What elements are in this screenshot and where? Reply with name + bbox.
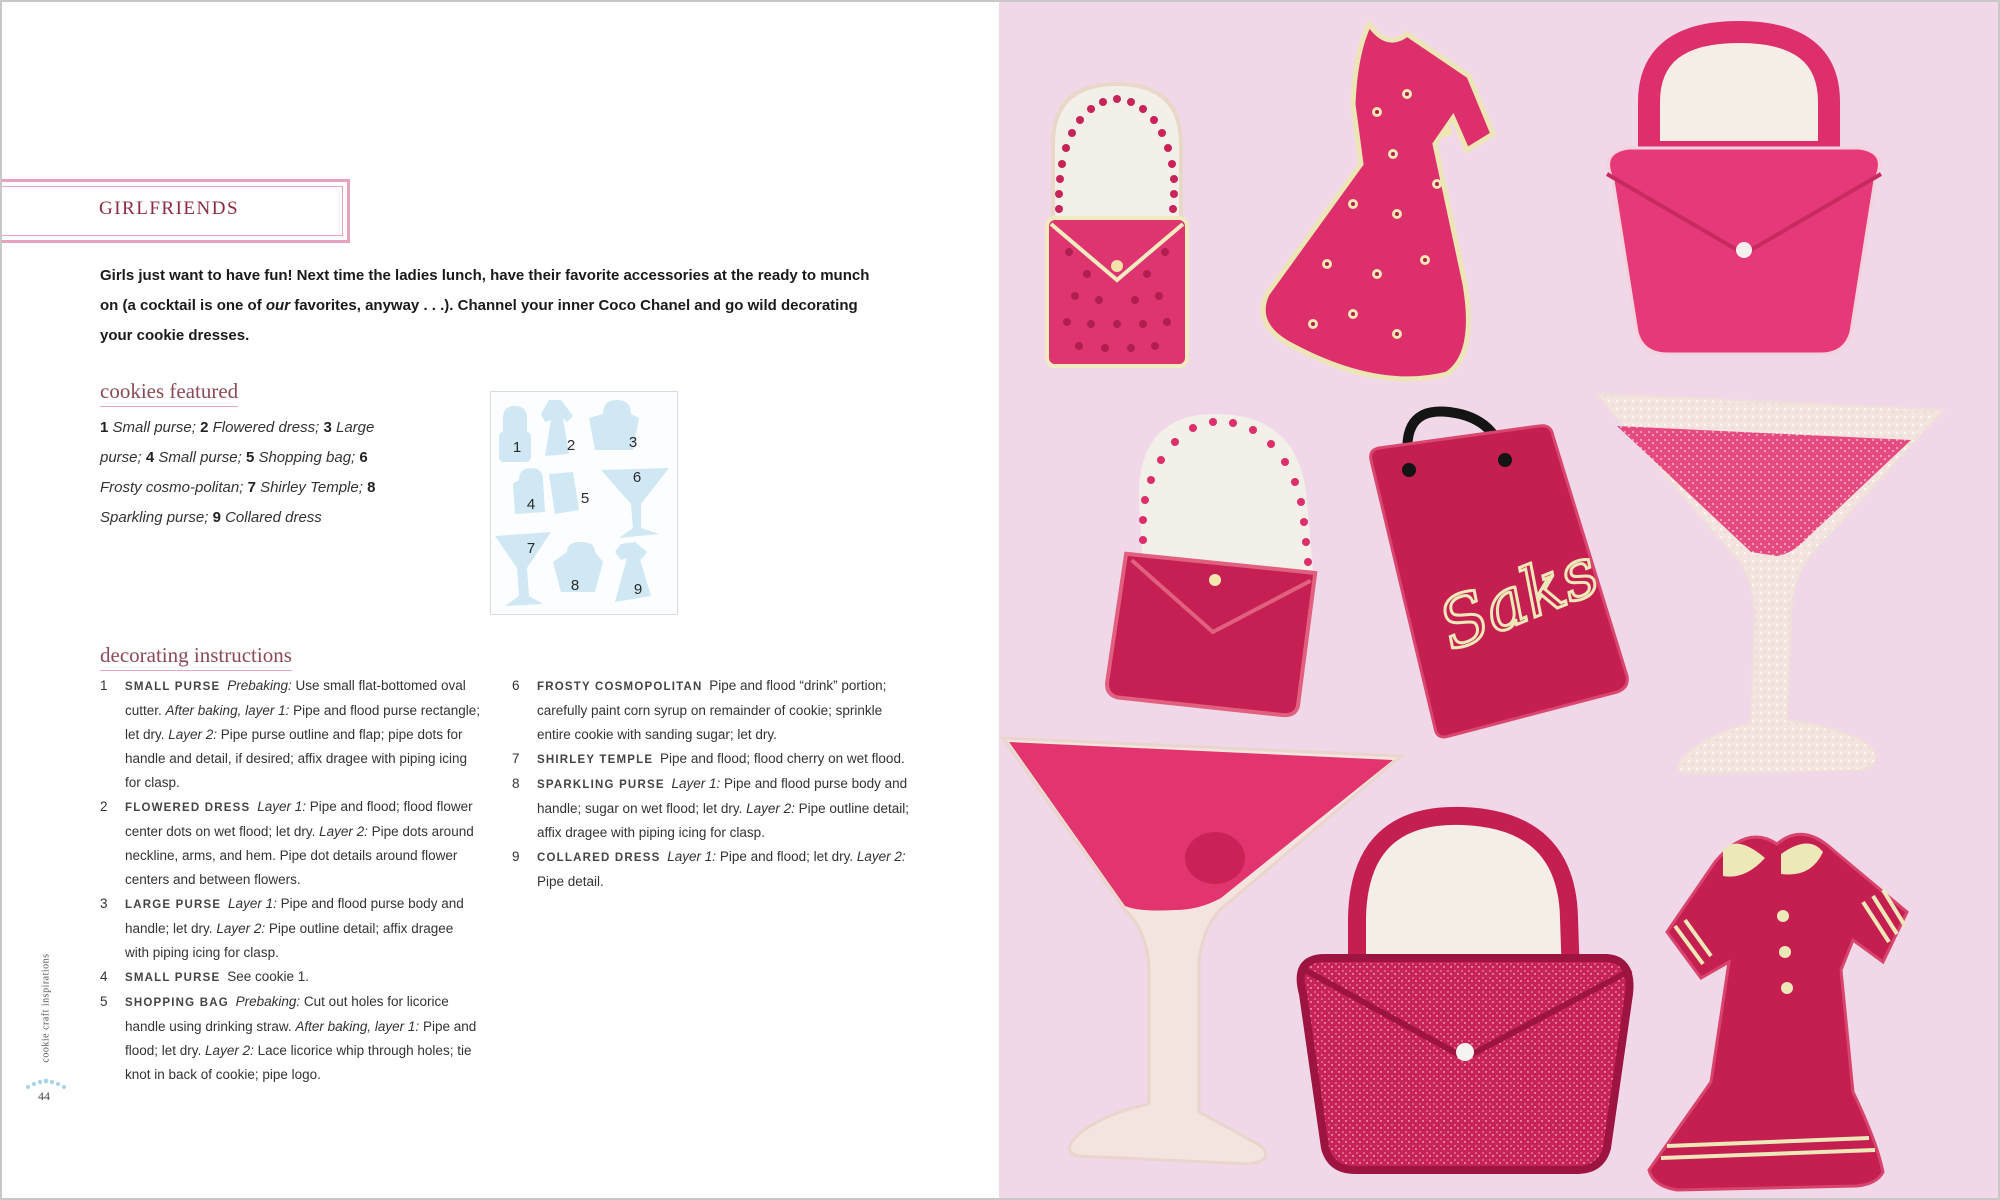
instruction-step-label: Layer 2:	[168, 727, 218, 742]
cookies-featured-heading: cookies featured	[100, 379, 238, 407]
key-shape-7	[495, 532, 551, 606]
cookie-frosty-cosmopolitan	[1597, 394, 1943, 774]
cookie-name-4: Small purse;	[158, 449, 242, 466]
instruction-label: FLOWERED DRESS	[125, 802, 251, 814]
cookie-photo	[999, 2, 1998, 1198]
cookie-name-7: Shirley Temple;	[260, 479, 363, 496]
page-number: 44	[38, 1089, 50, 1103]
instruction-step-text: Lace licorice whip through holes; tie knot in back of cookie; pipe logo.	[125, 1043, 472, 1082]
instruction-item	[512, 674, 912, 747]
intro-text-2: favorites, anyway . . .). Channel your inner Coco Chanel and go wild decorating your cookie dresses.	[100, 297, 858, 344]
cookie-number-2: 2	[200, 419, 209, 436]
instruction-step-label: Prebaking:	[235, 994, 301, 1009]
cookie-number-3: 3	[323, 419, 332, 436]
instruction-step-label: Layer 2:	[856, 849, 906, 864]
instruction-item	[512, 747, 912, 772]
instruction-label: SMALL PURSE	[125, 681, 221, 693]
instruction-step-label: Layer 2:	[205, 1043, 254, 1058]
instruction-step-text: Pipe and flood purse rectangle; let dry.	[125, 703, 480, 742]
cookie-name-5: Shopping bag;	[258, 449, 356, 466]
instruction-step-text: Pipe outline detail; affix dragee with piping icing for clasp.	[125, 921, 454, 960]
instruction-step-text: Pipe and flood; let dry.	[125, 1019, 477, 1058]
instruction-step-text: Pipe dots around neckline, arms, and hem. Pipe dot details around flower centers and between flowers.	[125, 824, 474, 887]
cookie-photo-svg	[999, 2, 1998, 1198]
cookie-key-svg	[491, 392, 677, 614]
instruction-number: 9	[512, 849, 520, 864]
instruction-number: 3	[100, 896, 108, 911]
instruction-step-label: Layer 1:	[257, 799, 306, 814]
cookie-name-3: Large purse;	[100, 419, 375, 466]
cookie-name-6: Frosty cosmo-politan;	[100, 479, 244, 496]
cookie-name-2: Flowered dress;	[212, 419, 320, 436]
instruction-step-label: Layer 1:	[671, 776, 721, 791]
key-number-9: 9	[633, 581, 643, 598]
cookie-number-4: 4	[145, 449, 155, 466]
cookie-name-9: Collared dress	[225, 509, 322, 526]
instruction-text	[125, 674, 480, 795]
instruction-step-label: Prebaking:	[227, 678, 292, 693]
instruction-step-text: Pipe and flood; let dry.	[716, 849, 857, 864]
key-number-1: 1	[512, 439, 522, 456]
instruction-label: SMALL PURSE	[125, 972, 221, 984]
cookie-flowered-dress	[1263, 24, 1493, 379]
left-page	[2, 2, 999, 1198]
instruction-number: 6	[512, 678, 520, 693]
instruction-step-label: Layer 1:	[228, 896, 277, 911]
instruction-text	[125, 892, 480, 965]
cookie-number-1: 1	[100, 419, 109, 436]
instruction-label: SHOPPING BAG	[125, 997, 229, 1009]
instruction-item	[100, 892, 480, 965]
cookie-name-8: Sparkling purse;	[100, 509, 209, 526]
instruction-label: FROSTY COSMOPOLITAN	[537, 681, 703, 693]
cookie-number-6: 6	[359, 449, 368, 466]
instruction-step-label: Layer 1:	[667, 849, 717, 864]
cookie-sparkling-purse	[1301, 816, 1631, 1170]
key-number-8: 8	[570, 577, 580, 594]
decorating-instructions-heading: decorating instructions	[100, 643, 292, 671]
instruction-label: SHIRLEY TEMPLE	[537, 754, 654, 766]
cookie-shopping-bag	[1371, 411, 1628, 737]
instruction-item	[100, 965, 480, 990]
instruction-number: 1	[100, 678, 108, 693]
intro-text-1: Girls just want to have fun! Next time the ladies lunch, have their favorite accessories at the ready to munch on (a cocktail is one of	[100, 267, 870, 314]
instruction-step-text: Pipe and flood purse body and handle; let dry.	[125, 896, 464, 936]
instruction-text	[125, 965, 480, 990]
key-number-3: 3	[628, 434, 638, 451]
instructions-column-1	[100, 674, 480, 1087]
instruction-step-text: Pipe and flood “drink” portion; carefully paint corn syrup on remainder of cookie; sprinkle entire cookie with sanding sugar; let dry.	[537, 678, 887, 742]
cookie-small-purse-1	[1047, 84, 1187, 366]
instruction-text	[125, 990, 480, 1087]
instruction-step-text: Pipe purse outline and flap; pipe dots for handle and detail, if desired; affix dragee with piping icing for clasp.	[125, 727, 467, 790]
instruction-step-text: See cookie 1.	[227, 969, 309, 984]
instruction-step-text: Pipe and flood; flood flower center dots on wet flood; let dry.	[125, 799, 473, 839]
instruction-item	[512, 772, 912, 845]
cookie-number-7: 7	[247, 479, 256, 496]
key-number-4: 4	[526, 496, 536, 513]
instruction-number: 7	[512, 751, 520, 766]
cookie-number-9: 9	[212, 509, 221, 526]
cookie-collared-dress	[1649, 834, 1907, 1190]
instruction-number: 4	[100, 969, 108, 984]
instruction-item	[100, 674, 480, 795]
instruction-number: 2	[100, 799, 108, 814]
cookie-number-8: 8	[367, 479, 376, 496]
instruction-label: LARGE PURSE	[125, 899, 222, 911]
instruction-item	[100, 990, 480, 1087]
instruction-step-text: Pipe detail.	[537, 874, 604, 889]
page-title: GIRLFRIENDS	[99, 198, 240, 219]
instruction-text	[537, 747, 912, 772]
instruction-label: COLLARED DRESS	[537, 852, 661, 864]
instruction-step-text: Pipe and flood purse body and handle; sugar on wet flood; let dry.	[537, 776, 908, 816]
instruction-step-label: Layer 2:	[746, 801, 795, 816]
instruction-text	[125, 795, 480, 892]
intro-emphasis: our	[265, 297, 291, 314]
instruction-step-text: Use small flat-bottomed oval cutter.	[125, 678, 466, 718]
instruction-step-label: After baking, layer 1:	[295, 1019, 420, 1034]
instruction-step-text: Cut out holes for licorice handle using drinking straw.	[125, 994, 449, 1034]
instruction-number: 8	[512, 776, 520, 791]
key-number-2: 2	[566, 437, 576, 454]
instruction-step-label: After baking, layer 1:	[165, 703, 290, 718]
key-number-6: 6	[632, 469, 642, 486]
cookie-number-5: 5	[245, 449, 255, 466]
instruction-step-text: Pipe and flood; flood cherry on wet flood.	[660, 751, 905, 766]
instruction-number: 5	[100, 994, 108, 1009]
instruction-text	[537, 772, 912, 845]
instruction-step-label: Layer 2:	[216, 921, 266, 936]
cookie-name-1: Small purse;	[112, 419, 196, 436]
instruction-label: SPARKLING PURSE	[537, 779, 665, 791]
instruction-item	[512, 845, 912, 894]
running-head: cookie craft inspirations	[40, 953, 52, 1063]
instruction-step-label: Layer 2:	[319, 824, 368, 839]
intro-paragraph	[100, 261, 882, 351]
cookie-small-purse-4	[1106, 414, 1316, 717]
key-number-5: 5	[580, 490, 590, 507]
cookie-key-diagram	[490, 391, 678, 615]
cookies-featured-list	[100, 413, 395, 533]
cookie-large-purse	[1607, 32, 1881, 354]
instruction-text	[537, 845, 912, 894]
key-number-7: 7	[526, 540, 536, 557]
instruction-item	[100, 795, 480, 892]
shopping-bag-logo: Saks	[1428, 532, 1610, 667]
instructions-column-2	[512, 674, 912, 894]
instruction-text	[537, 674, 912, 747]
key-shape-5	[549, 472, 579, 514]
instruction-step-text: Pipe outline detail; affix dragee with piping icing for clasp.	[537, 801, 909, 840]
